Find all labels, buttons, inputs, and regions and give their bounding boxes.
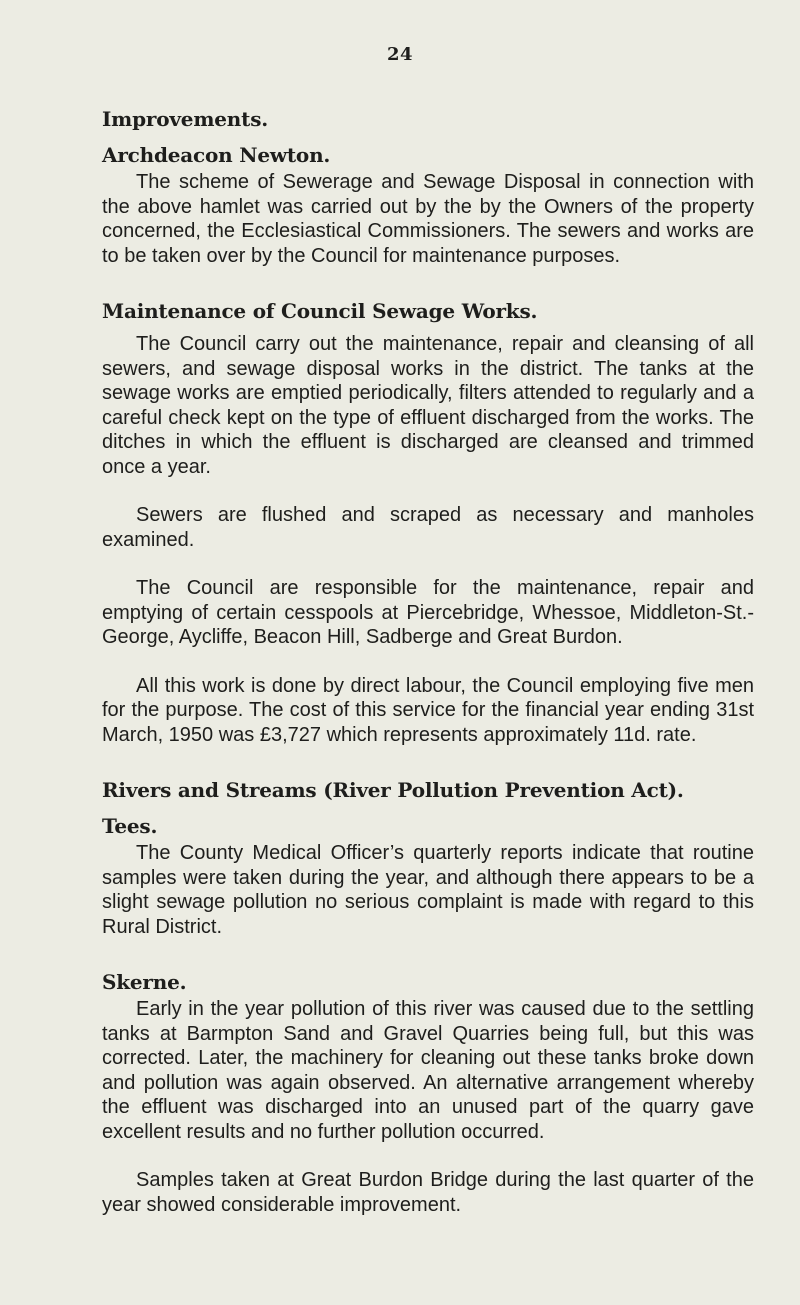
paragraph-maintenance-2: Sewers are flushed and scraped as necessary and manholes examined. [102, 504, 754, 551]
paragraph-maintenance-3: The Council are responsible for the maintenance, repair and emptying of certain cesspools at Piercebridge, Whessoe, Middleton-St.-George, Aycliffe, Beacon Hill, Sadberge and Great Burdon. [102, 577, 754, 648]
page-content [102, 104, 754, 1217]
paragraph-maintenance-4: All this work is done by direct labour, the Council employing five men for the purpose. The cost of this service for the financial year ending 31st March, 1950 was £3,727 which represents approximately 11d. rate. [102, 674, 754, 746]
page-number: 24 [386, 44, 414, 65]
heading-tees: Tees. [102, 814, 158, 838]
heading-rivers-and-streams: Rivers and Streams (River Pollution Prevention Act). [102, 778, 684, 802]
heading-archdeacon-newton: Archdeacon Newton. [102, 143, 331, 167]
paragraph-skerne-1: Early in the year pollution of this river was caused due to the settling tanks at Barmpton Sand and Gravel Quarries being full, but this was corrected. Later, the machinery for cleaning out these tanks broke down and pollution was again observed. An alternative arrangement whereby the effluent was discharged into an unused part of the quarry gave excellent results and no further pollution occurred. [102, 998, 754, 1143]
paragraph-tees-1: The County Medical Officer’s quarterly reports indicate that routine samples were taken during the year, and although there appears to be a slight sewage pollution no serious complaint is made with regard to this Rural District. [102, 842, 754, 938]
heading-skerne: Skerne. [102, 970, 187, 994]
heading-maintenance-sewage-works: Maintenance of Council Sewage Works. [102, 299, 538, 323]
paragraph-maintenance-1: The Council carry out the maintenance, repair and cleansing of all sewers, and sewage disposal works in the district. The tanks at the sewage works are emptied periodically, filters attended to regularly and a careful check kept on the type of effluent discharged from the works. The ditches in which the effluent is discharged are cleansed and trimmed once a year. [102, 333, 754, 478]
paragraph-archdeacon-1: The scheme of Sewerage and Sewage Disposal in connection with the above hamlet was carried out by the by the Owners of the property concerned, the Ecclesiastical Commissioners. The sewers and works are to be taken over by the Council for maintenance purposes. [102, 171, 754, 267]
paragraph-skerne-2: Samples taken at Great Burdon Bridge during the last quarter of the year showed considerable improvement. [102, 1169, 754, 1216]
heading-improvements: Improvements. [102, 107, 269, 131]
